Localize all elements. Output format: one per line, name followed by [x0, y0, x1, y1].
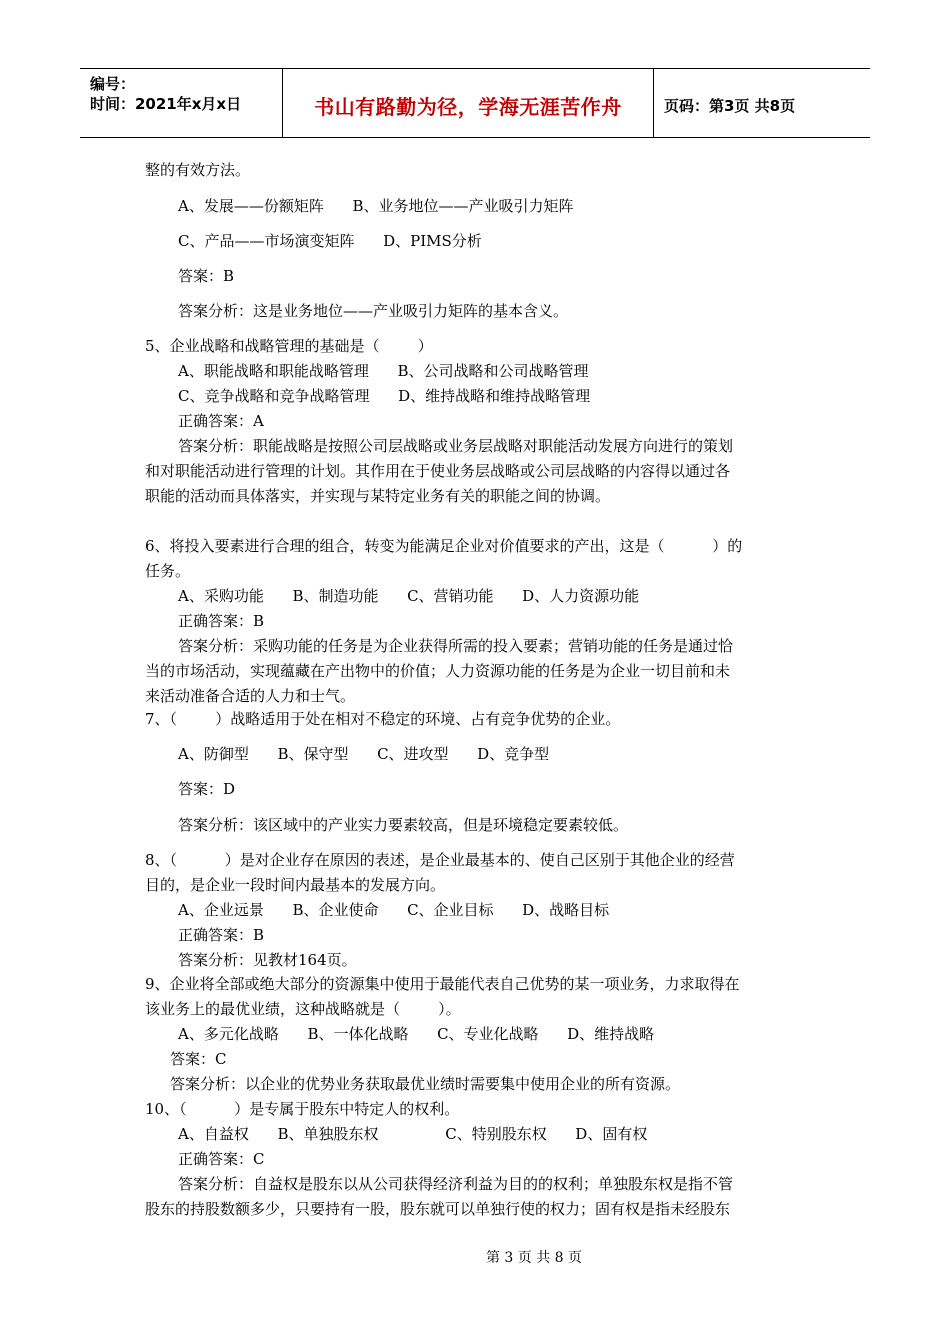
text-line: 股东的持股数额多少，只要持有一股，股东就可以单独行使的权力；固有权是指未经股东: [145, 1200, 731, 1218]
text-line: 8、（ ）是对企业存在原因的表述，是企业最基本的、使自己区别于其他企业的经营: [145, 851, 735, 869]
text-line: A、采购功能 B、制造功能 C、营销功能 D、人力资源功能: [178, 587, 640, 605]
text-line: 答案分析：这是业务地位——产业吸引力矩阵的基本含义。: [178, 302, 569, 320]
text-line: 答案：C: [170, 1050, 227, 1068]
text-line: C、产品——市场演变矩阵 D、PIMS分析: [178, 232, 482, 250]
text-line: 正确答案：B: [178, 612, 265, 630]
header-page-info: 页码：第3页 共8页: [664, 97, 796, 115]
header-middle-cell: [283, 69, 654, 137]
text-line: 答案分析：自益权是股东以从公司获得经济利益为目的的权利；单独股东权是指不管: [178, 1175, 734, 1193]
text-line: 答案分析：以企业的优势业务获取最优业绩时需要集中使用企业的所有资源。: [170, 1075, 681, 1093]
text-line: 9、企业将全部或绝大部分的资源集中使用于最能代表自己优势的某一项业务，力求取得在: [145, 975, 740, 993]
text-line: 来活动准备合适的人力和士气。: [145, 687, 356, 705]
text-line: 10、（ ）是专属于股东中特定人的权利。: [145, 1100, 460, 1118]
text-line: A、职能战略和职能战略管理 B、公司战略和公司战略管理: [178, 362, 589, 380]
text-line: 6、将投入要素进行合理的组合，转变为能满足企业对价值要求的产出，这是（ ）的: [145, 537, 743, 555]
text-line: 整的有效方法。: [145, 161, 251, 179]
text-line: 该业务上的最优业绩，这种战略就是（ ）。: [145, 1000, 461, 1018]
text-line: 目的，是企业一段时间内最基本的发展方向。: [145, 876, 446, 894]
header-left-cell: [80, 69, 283, 137]
page-header: [80, 68, 870, 138]
text-line: 答案分析：职能战略是按照公司层战略或业务层战略对职能活动发展方向进行的策划: [178, 437, 734, 455]
header-motto: 书山有路勤为径，学海无涯苦作舟: [314, 95, 622, 119]
text-line: 5、企业战略和战略管理的基础是（ ）: [145, 337, 433, 355]
document-number-label: 编号：: [90, 75, 136, 93]
text-line: 正确答案：B: [178, 926, 265, 944]
text-line: 和对职能活动进行管理的计划。其作用在于使业务层战略或公司层战略的内容得以通过各: [145, 462, 731, 480]
text-line: A、企业远景 B、企业使命 C、企业目标 D、战略目标: [178, 901, 610, 919]
text-line: 答案分析：该区域中的产业实力要素较高，但是环境稳定要素较低。: [178, 816, 629, 834]
text-line: 答案：B: [178, 267, 235, 285]
text-line: 答案分析：采购功能的任务是为企业获得所需的投入要素；营销功能的任务是通过恰: [178, 637, 734, 655]
text-line: A、发展——份额矩阵 B、业务地位——产业吸引力矩阵: [178, 197, 574, 215]
header-right-cell: [654, 69, 870, 137]
footer-page-number: 第 3 页 共 8 页: [485, 1250, 583, 1266]
text-line: 正确答案：A: [178, 412, 264, 430]
document-date-label: 时间：2021年x月x日: [90, 95, 242, 113]
text-line: 职能的活动而具体落实，并实现与某特定业务有关的职能之间的协调。: [145, 487, 611, 505]
text-line: 答案：D: [178, 780, 236, 798]
text-line: 7、（ ）战略适用于处在相对不稳定的环境、占有竞争优势的企业。: [145, 710, 621, 728]
text-line: 正确答案：C: [178, 1150, 265, 1168]
text-line: 答案分析：见教材164页。: [178, 951, 357, 969]
text-line: A、防御型 B、保守型 C、进攻型 D、竞争型: [178, 745, 550, 763]
text-line: 当的市场活动，实现蕴藏在产出物中的价值；人力资源功能的任务是为企业一切目前和未: [145, 662, 731, 680]
text-line: A、多元化战略 B、一体化战略 C、专业化战略 D、维持战略: [178, 1025, 655, 1043]
text-line: C、竞争战略和竞争战略管理 D、维持战略和维持战略管理: [178, 387, 591, 405]
text-line: A、自益权 B、单独股东权 C、特别股东权 D、固有权: [178, 1125, 648, 1143]
page-footer: [0, 1247, 950, 1267]
text-line: 任务。: [145, 562, 191, 580]
